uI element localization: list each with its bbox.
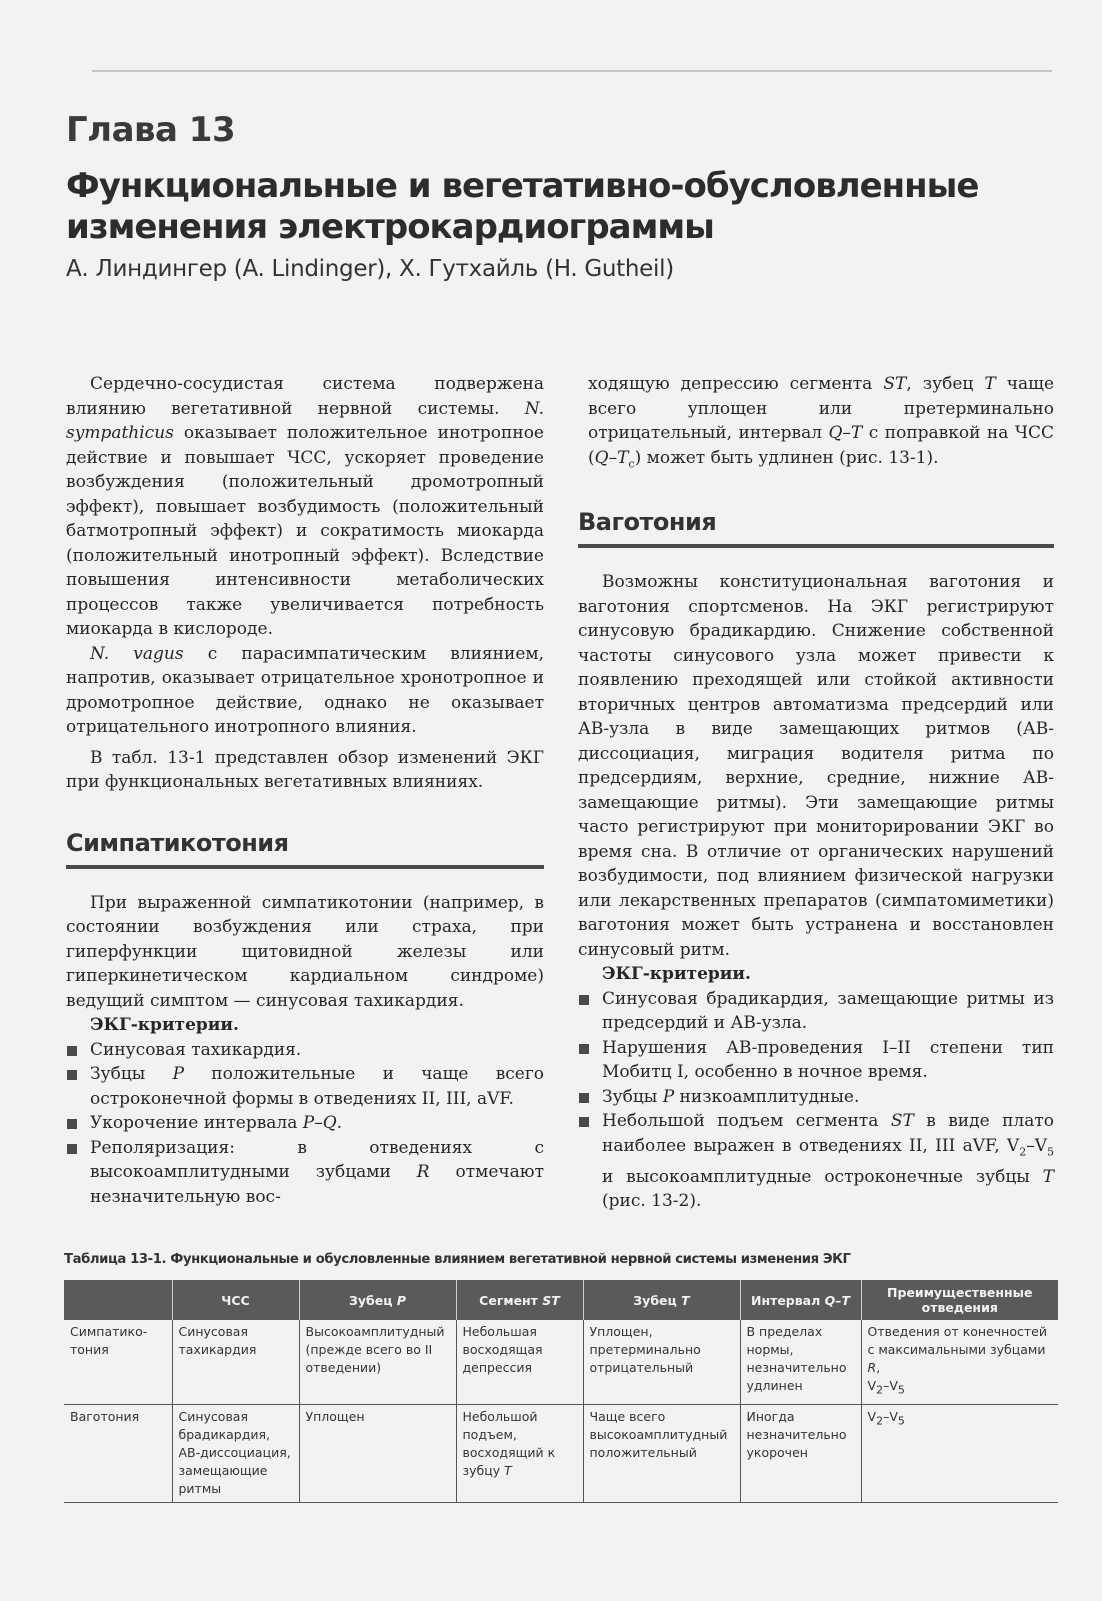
bullet-square-icon — [67, 1144, 77, 1154]
chapter-number: Глава 13 — [66, 110, 236, 150]
table-cell: Небольшая восходящая депрессия — [456, 1320, 583, 1404]
bullet-square-icon — [67, 1119, 77, 1129]
ekg-criteria-heading: ЭКГ-критерии. — [602, 964, 751, 985]
table-cell-condition: Ваготония — [64, 1404, 172, 1502]
table-header-row — [64, 1280, 1058, 1320]
bullet-square-icon — [579, 1093, 589, 1103]
table-row — [64, 1404, 1058, 1502]
table-caption: Таблица 13-1. Функциональные и обусловленные влиянием вегетативной нервной системы изменения ЭКГ — [64, 1252, 851, 1267]
section-heading-vagotonia: Ваготония — [578, 508, 1054, 548]
table-cell: Высокоамплитудный (прежде всего во II отведении) — [299, 1320, 456, 1404]
continuation-paragraph: ходящую депрессию сегмента ST, зубец T чаще всего уплощен или претерминально отрицательный, интервал Q–T с поправкой на ЧСС $(Q-T_c)$ может быть удлинен (рис. 13-1). — [588, 374, 1055, 470]
table-header-p-wave: Зубец P — [299, 1280, 456, 1320]
bullet-square-icon — [579, 1117, 589, 1127]
table-cell: $V_2-V_5$ — [861, 1404, 1058, 1502]
table-cell: Синусовая брадикардия, АВ-диссоциация, замещающие ритмы — [172, 1404, 299, 1502]
bullet-square-icon — [579, 995, 589, 1005]
sympathicotonia-criteria-list — [66, 1038, 544, 1210]
list-item: Реполяризация: в отведениях с высокоамплитудными зубцами R отмечают незначительную вос- — [66, 1136, 544, 1210]
table-cell: Уплощен, претерминально отрицательный — [583, 1320, 740, 1404]
vagotonia-criteria-list — [578, 987, 1054, 1214]
chapter-authors: А. Линдингер (A. Lindinger), Х. Гутхайль (H. Gutheil) — [66, 256, 674, 282]
bullet-square-icon — [67, 1070, 77, 1080]
table-header-empty — [64, 1280, 172, 1320]
list-item: Зубцы P положительные и чаще всего остроконечной формы в отведениях II, III, aVF. — [66, 1062, 544, 1111]
table-header-leads: Преимущественные отведения — [861, 1280, 1058, 1320]
list-item: Синусовая тахикардия. — [66, 1038, 544, 1063]
intro-paragraph-1: Сердечно-сосудистая система подвержена влиянию вегетативной нервной системы. N. sympathicus оказывает положительное инотропное действие и повышает ЧСС, ускоряет проведение возбуждения (положительный дромотропный эффект), повышает возбудимость (положительный батмотропный эффект) и сократимость миокарда (положительный инотропный эффект). Вследствие повышения интенсивности метаболических процессов также увеличивается потребность миокарда в кислороде. — [66, 374, 544, 639]
bullet-square-icon — [67, 1046, 77, 1056]
table-header-qt-interval: Интервал Q–T — [740, 1280, 861, 1320]
table-header-st-segment: Сегмент ST — [456, 1280, 583, 1320]
ekg-criteria-heading: ЭКГ-критерии. — [90, 1015, 239, 1035]
table-cell: Уплощен — [299, 1404, 456, 1502]
table-header-t-wave: Зубец T — [583, 1280, 740, 1320]
list-item: Небольшой подъем сегмента ST в виде плато наиболее выражен в отведениях II, III aVF, $V_2-V_5$ и высокоамплитудные остроконечные зубцы T (рис. 13-2). — [578, 1109, 1054, 1213]
left-column — [66, 372, 544, 1209]
table-cell: Отведения от конечностей с максимальными зубцами R, $V_2-V_5$ — [861, 1320, 1058, 1404]
list-item: Зубцы P низкоамплитудные. — [578, 1085, 1054, 1110]
intro-paragraph-2: N. vagus с парасимпатическим влиянием, напротив, оказывает отрицательное хронотропное и дромотропное действие, однако не оказывает отрицательного инотропного влияния. — [66, 643, 545, 737]
ekg-changes-table — [64, 1280, 1058, 1503]
running-header-rule — [92, 70, 1052, 72]
intro-paragraph-3: В табл. 13-1 представлен обзор изменений ЭКГ при функциональных вегетативных влияниях. — [66, 747, 544, 792]
list-item: Нарушения АВ-проведения I–II степени тип Мобитц I, особенно в ночное время. — [578, 1036, 1054, 1085]
sympathicotonia-paragraph: При выраженной симпатикотонии (например, в состоянии возбуждения или страха, при гиперфункции щитовидной железы или гиперкинетическом кардиальном синдроме) ведущий симптом — синусовая тахикардия. — [66, 892, 544, 1011]
table-cell: Чаще всего высокоамплитудный положительный — [583, 1404, 740, 1502]
table-header-hr: ЧСС — [172, 1280, 299, 1320]
table-cell: В пределах нормы, незначительно удлинен — [740, 1320, 861, 1404]
bullet-square-icon — [579, 1044, 589, 1054]
table-cell-condition: Симпатико-тония — [64, 1320, 172, 1404]
table-cell: Синусовая тахикардия — [172, 1320, 299, 1404]
right-column — [578, 372, 1054, 1214]
table-cell: Небольшой подъем, восходящий к зубцу T — [456, 1404, 583, 1502]
list-item: Синусовая брадикардия, замещающие ритмы из предсердий и АВ-узла. — [578, 987, 1054, 1036]
chapter-heading — [66, 108, 1066, 282]
vagotonia-paragraph: Возможны конституциональная ваготония и ваготония спортсменов. На ЭКГ регистрируют синусовую брадикардию. Снижение собственной частоты синусового узла может привести к появлению преходящей или стойкой активности вторичных центров автоматизма предсердий или АВ-узла в виде замещающих ритмов (АВ-диссоциация, миграция водителя ритма по предсердиям, верхние, средние, нижние АВ-замещающие ритмы). Эти замещающие ритмы часто регистрируют при мониторировании ЭКГ во время сна. В отличие от органических нарушений возбудимости, под влиянием физической нагрузки или лекарственных препаратов (симпатомиметики) ваготония может быть устранена и восстановлен синусовый ритм. — [578, 572, 1054, 960]
list-item: Укорочение интервала P–Q. — [66, 1111, 544, 1136]
section-heading-sympathicotonia: Симпатикотония — [66, 829, 544, 869]
table-row — [64, 1320, 1058, 1404]
chapter-title: Функциональные и вегетативно-обусловленные изменения электрокардиограммы — [66, 166, 979, 247]
table-cell: Иногда незначительно укорочен — [740, 1404, 861, 1502]
